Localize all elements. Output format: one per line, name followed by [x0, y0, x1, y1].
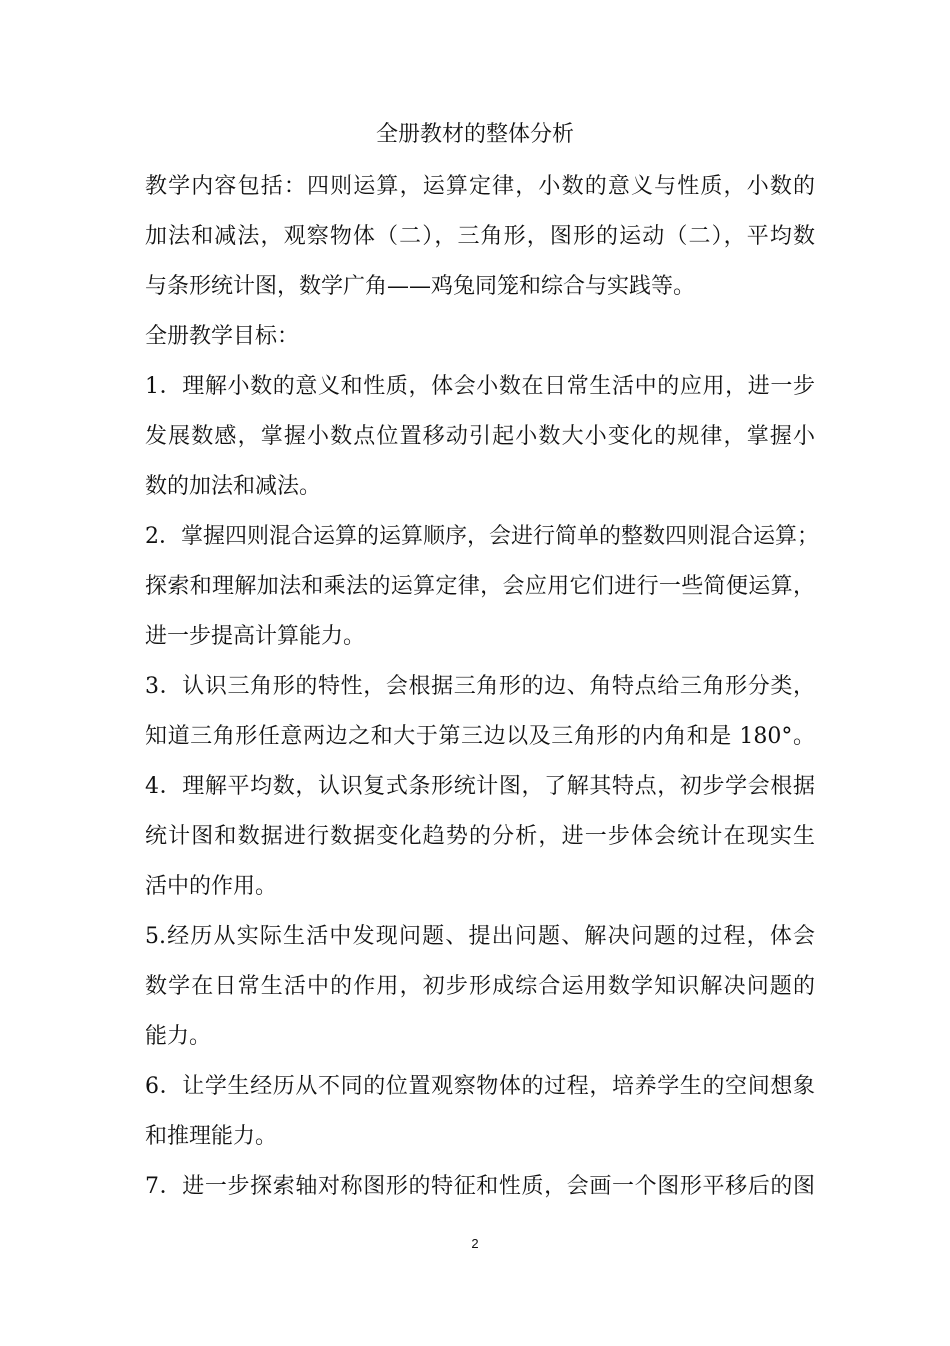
text-line: 4．理解平均数，认识复式条形统计图，了解其特点，初步学会根据 [145, 774, 815, 799]
text-line: 6．让学生经历从不同的位置观察物体的过程，培养学生的空间想象 [145, 1074, 815, 1099]
text-line: 发展数感，掌握小数点位置移动引起小数大小变化的规律，掌握小 [145, 424, 815, 449]
text-line: 能力。 [145, 1024, 212, 1049]
text-line: 数学在日常生活中的作用，初步形成综合运用数学知识解决问题的 [145, 974, 815, 999]
text-line: 进一步提高计算能力。 [145, 624, 366, 649]
text-line: 2．掌握四则混合运算的运算顺序，会进行简单的整数四则混合运算； [145, 524, 819, 549]
page-number: 2 [471, 1236, 479, 1251]
text-line: 统计图和数据进行数据变化趋势的分析，进一步体会统计在现实生 [145, 824, 815, 849]
text-line: 教学内容包括：四则运算，运算定律，小数的意义与性质，小数的 [145, 174, 815, 199]
text-line: 数的加法和减法。 [145, 474, 322, 499]
text-line: 加法和减法，观察物体（二），三角形，图形的运动（二），平均数 [145, 224, 815, 249]
text-line: 1．理解小数的意义和性质，体会小数在日常生活中的应用，进一步 [145, 374, 815, 399]
text-line: 知道三角形任意两边之和大于第三边以及三角形的内角和是 180°。 [145, 724, 815, 749]
text-line: 探索和理解加法和乘法的运算定律，会应用它们进行一些简便运算， [145, 574, 815, 599]
text-line: 3．认识三角形的特性，会根据三角形的边、角特点给三角形分类， [145, 674, 815, 699]
text-line: 与条形统计图，数学广角——鸡兔同笼和综合与实践等。 [145, 274, 696, 299]
text-line: 全册教学目标： [145, 324, 300, 349]
text-line: 活中的作用。 [145, 874, 278, 899]
text-line: 5.经历从实际生活中发现问题、提出问题、解决问题的过程，体会 [145, 924, 815, 949]
text-line: 和推理能力。 [145, 1124, 278, 1149]
text-line: 7．进一步探索轴对称图形的特征和性质，会画一个图形平移后的图 [145, 1174, 815, 1199]
document-title: 全册教材的整体分析 [375, 122, 574, 147]
